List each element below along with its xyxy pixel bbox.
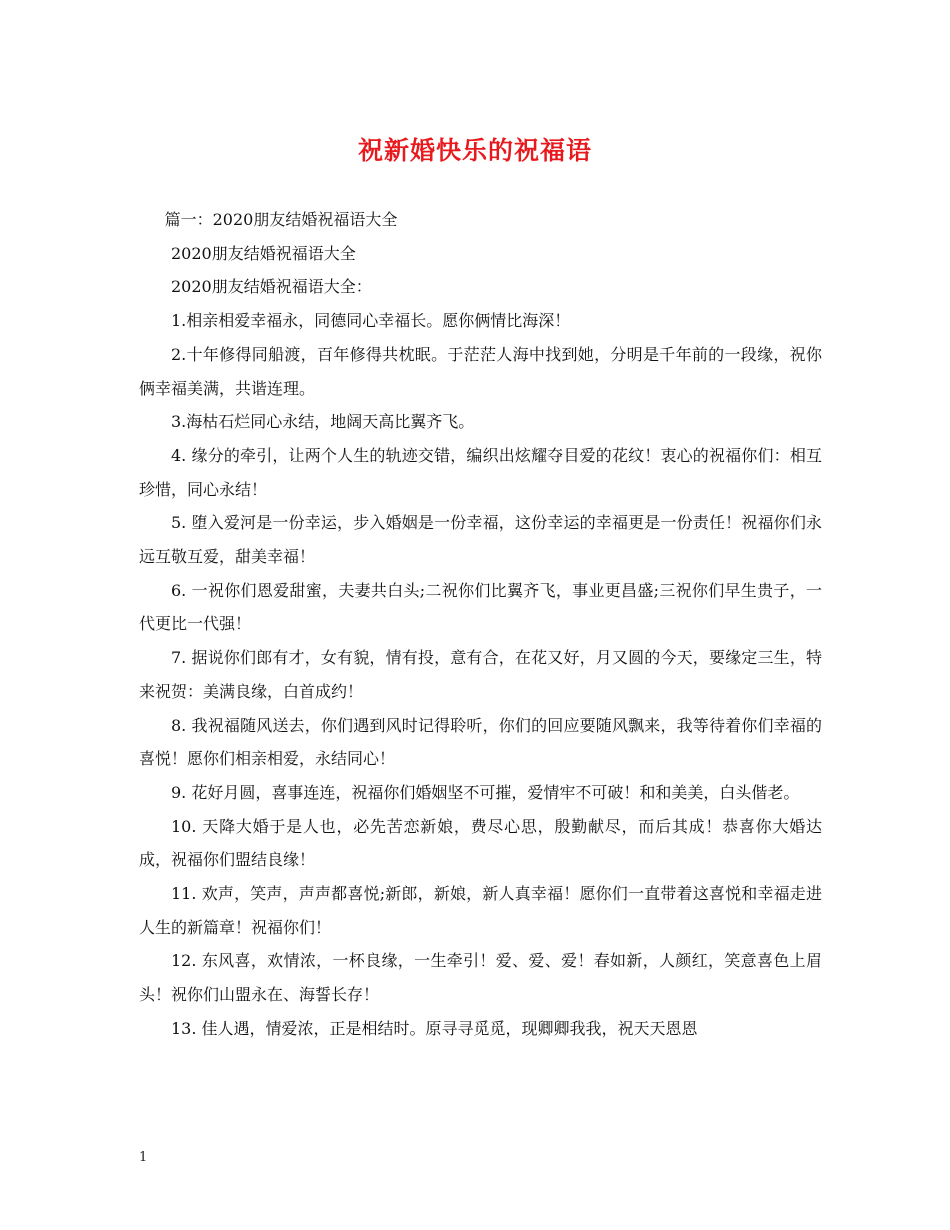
document-body (139, 203, 822, 1046)
paragraph: 12. 东风喜，欢情浓，一杯良缘，一生牵引！爱、爱、爱！春如新，人颜红，笑意喜色上眉头！祝你们山盟永在、海誓长存！ (139, 951, 822, 1005)
paragraph: 13. 佳人遇，情爱浓，正是相结时。原寻寻觅觅，现卿卿我我，祝天天恩恩 (171, 1018, 698, 1038)
paragraph: 6. 一祝你们恩爱甜蜜，夫妻共白头;二祝你们比翼齐飞，事业更昌盛;三祝你们早生贵子，一代更比一代强！ (139, 580, 822, 634)
paragraph: 4. 缘分的牵引，让两个人生的轨迹交错，编织出炫耀夺目爱的花纹！衷心的祝福你们：相互珍惜，同心永结！ (139, 445, 822, 499)
subheading: 2020朋友结婚祝福语大全： (171, 277, 372, 297)
paragraph: 5. 堕入爱河是一份幸运，步入婚姻是一份幸福，这份幸运的幸福更是一份责任！祝福你们永远互敬互爱，甜美幸福！ (139, 513, 822, 567)
section-heading: 篇一：2020朋友结婚祝福语大全 (164, 210, 398, 229)
paragraph: 3.海枯石烂同心永结，地阔天高比翼齐飞。 (171, 412, 475, 432)
paragraph: 8. 我祝福随风送去，你们遇到风时记得聆听，你们的回应要随风飘来，我等待着你们幸福的喜悦！愿你们相亲相爱，永结同心！ (139, 715, 822, 769)
paragraph: 9. 花好月圆，喜事连连，祝福你们婚姻坚不可摧，爱情牢不可破！和和美美，白头偕老。 (171, 782, 800, 802)
paragraph: 1.相亲相爱幸福永，同德同心幸福长。愿你俩情比海深！ (171, 311, 571, 331)
page-number: 1 (139, 1150, 148, 1165)
paragraph: 10. 天降大婚于是人也，必先苦恋新娘，费尽心思，殷勤献尽，而后其成！恭喜你大婚达成，祝福你们盟结良缘！ (139, 816, 822, 870)
paragraph: 2.十年修得同船渡，百年修得共枕眠。于茫茫人海中找到她，分明是千年前的一段缘，祝你俩幸福美满，共谐连理。 (139, 344, 822, 398)
paragraph: 7. 据说你们郎有才，女有貌，情有投，意有合，在花又好，月又圆的今天，要缘定三生，特来祝贺：美满良缘，白首成约！ (139, 648, 822, 701)
paragraph: 11. 欢声，笑声，声声都喜悦;新郎，新娘，新人真幸福！愿你们一直带着这喜悦和幸福走进人生的新篇章！祝福你们！ (139, 884, 822, 937)
subheading: 2020朋友结婚祝福语大全 (171, 243, 356, 263)
document-title: 祝新婚快乐的祝福语 (357, 136, 592, 165)
